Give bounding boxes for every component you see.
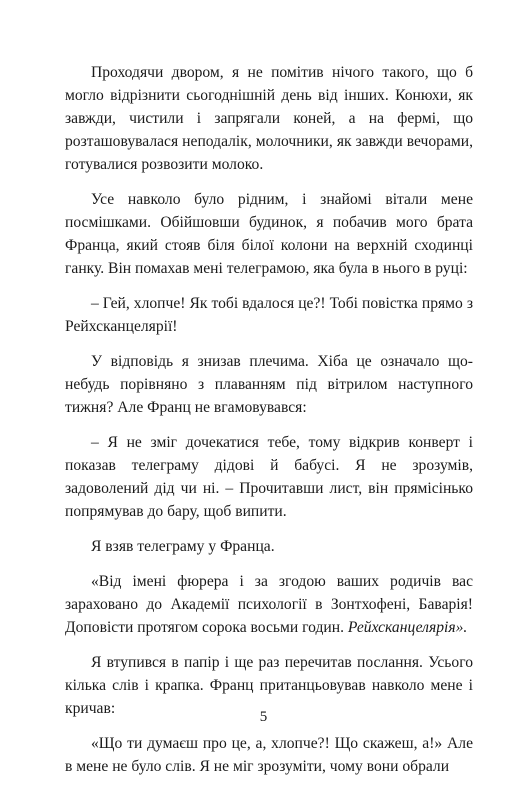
telegram-signature: Рейхсканцелярія». [347, 619, 468, 636]
telegram-body: «Від імені фюрера і за згодою ваших родичів вас зараховано до Академії психології в Зонтхофені, Баварія! Доповісти протягом сорока восьми годин. [65, 573, 473, 636]
page-number: 5 [259, 709, 268, 725]
paragraph-8: Я втупився в папір і ще раз перечитав послання. Усього кілька слів і крапка. Франц пританцьовував навколо мене і кричав: [65, 654, 473, 717]
paragraph-4: У відповідь я знизав плечима. Хіба це означало що-небудь порівняно з плаванням під вітрилом наступного тижня? Але Франц не вгамовувався: [65, 353, 473, 416]
paragraph-2: Усе навколо було рідним, і знайомі вітали мене посмішками. Обійшовши будинок, я побачив мого брата Франца, який стояв біля білої колони на верхній сходинці ганку. Він помахав мені телеграмою, яка була в нього в руці: [65, 191, 473, 277]
paragraph-1: Проходячи двором, я не помітив нічого такого, що б могло відрізнити сьогоднішній день від інших. Конюхи, як завжди, чистили і запрягали коней, а на фермі, що розташовувалася неподалік, молочники, як завжди вечорами, готувалися розвозити молоко. [65, 64, 473, 173]
paragraph-3: – Гей, хлопче! Як тобі вдалося це?! Тобі повістка прямо з Рейхсканцелярії! [65, 295, 473, 335]
paragraph-6: Я взяв телеграму у Франца. [91, 538, 275, 555]
paragraph-5: – Я не зміг дочекатися тебе, тому відкрив конверт і показав телеграму дідові й бабусі. Я не зрозумів, задоволений дід чи ні. – Прочитавши лист, він прямісінько попрямував до бару, щоб випити. [65, 434, 473, 520]
paragraph-9: «Що ти думаєш про це, а, хлопче?! Що скажеш, а!» Але в мене не було слів. Я не міг зрозуміти, чому вони обрали [65, 735, 473, 775]
telegram-paragraph [65, 570, 473, 639]
body-text [65, 61, 473, 790]
